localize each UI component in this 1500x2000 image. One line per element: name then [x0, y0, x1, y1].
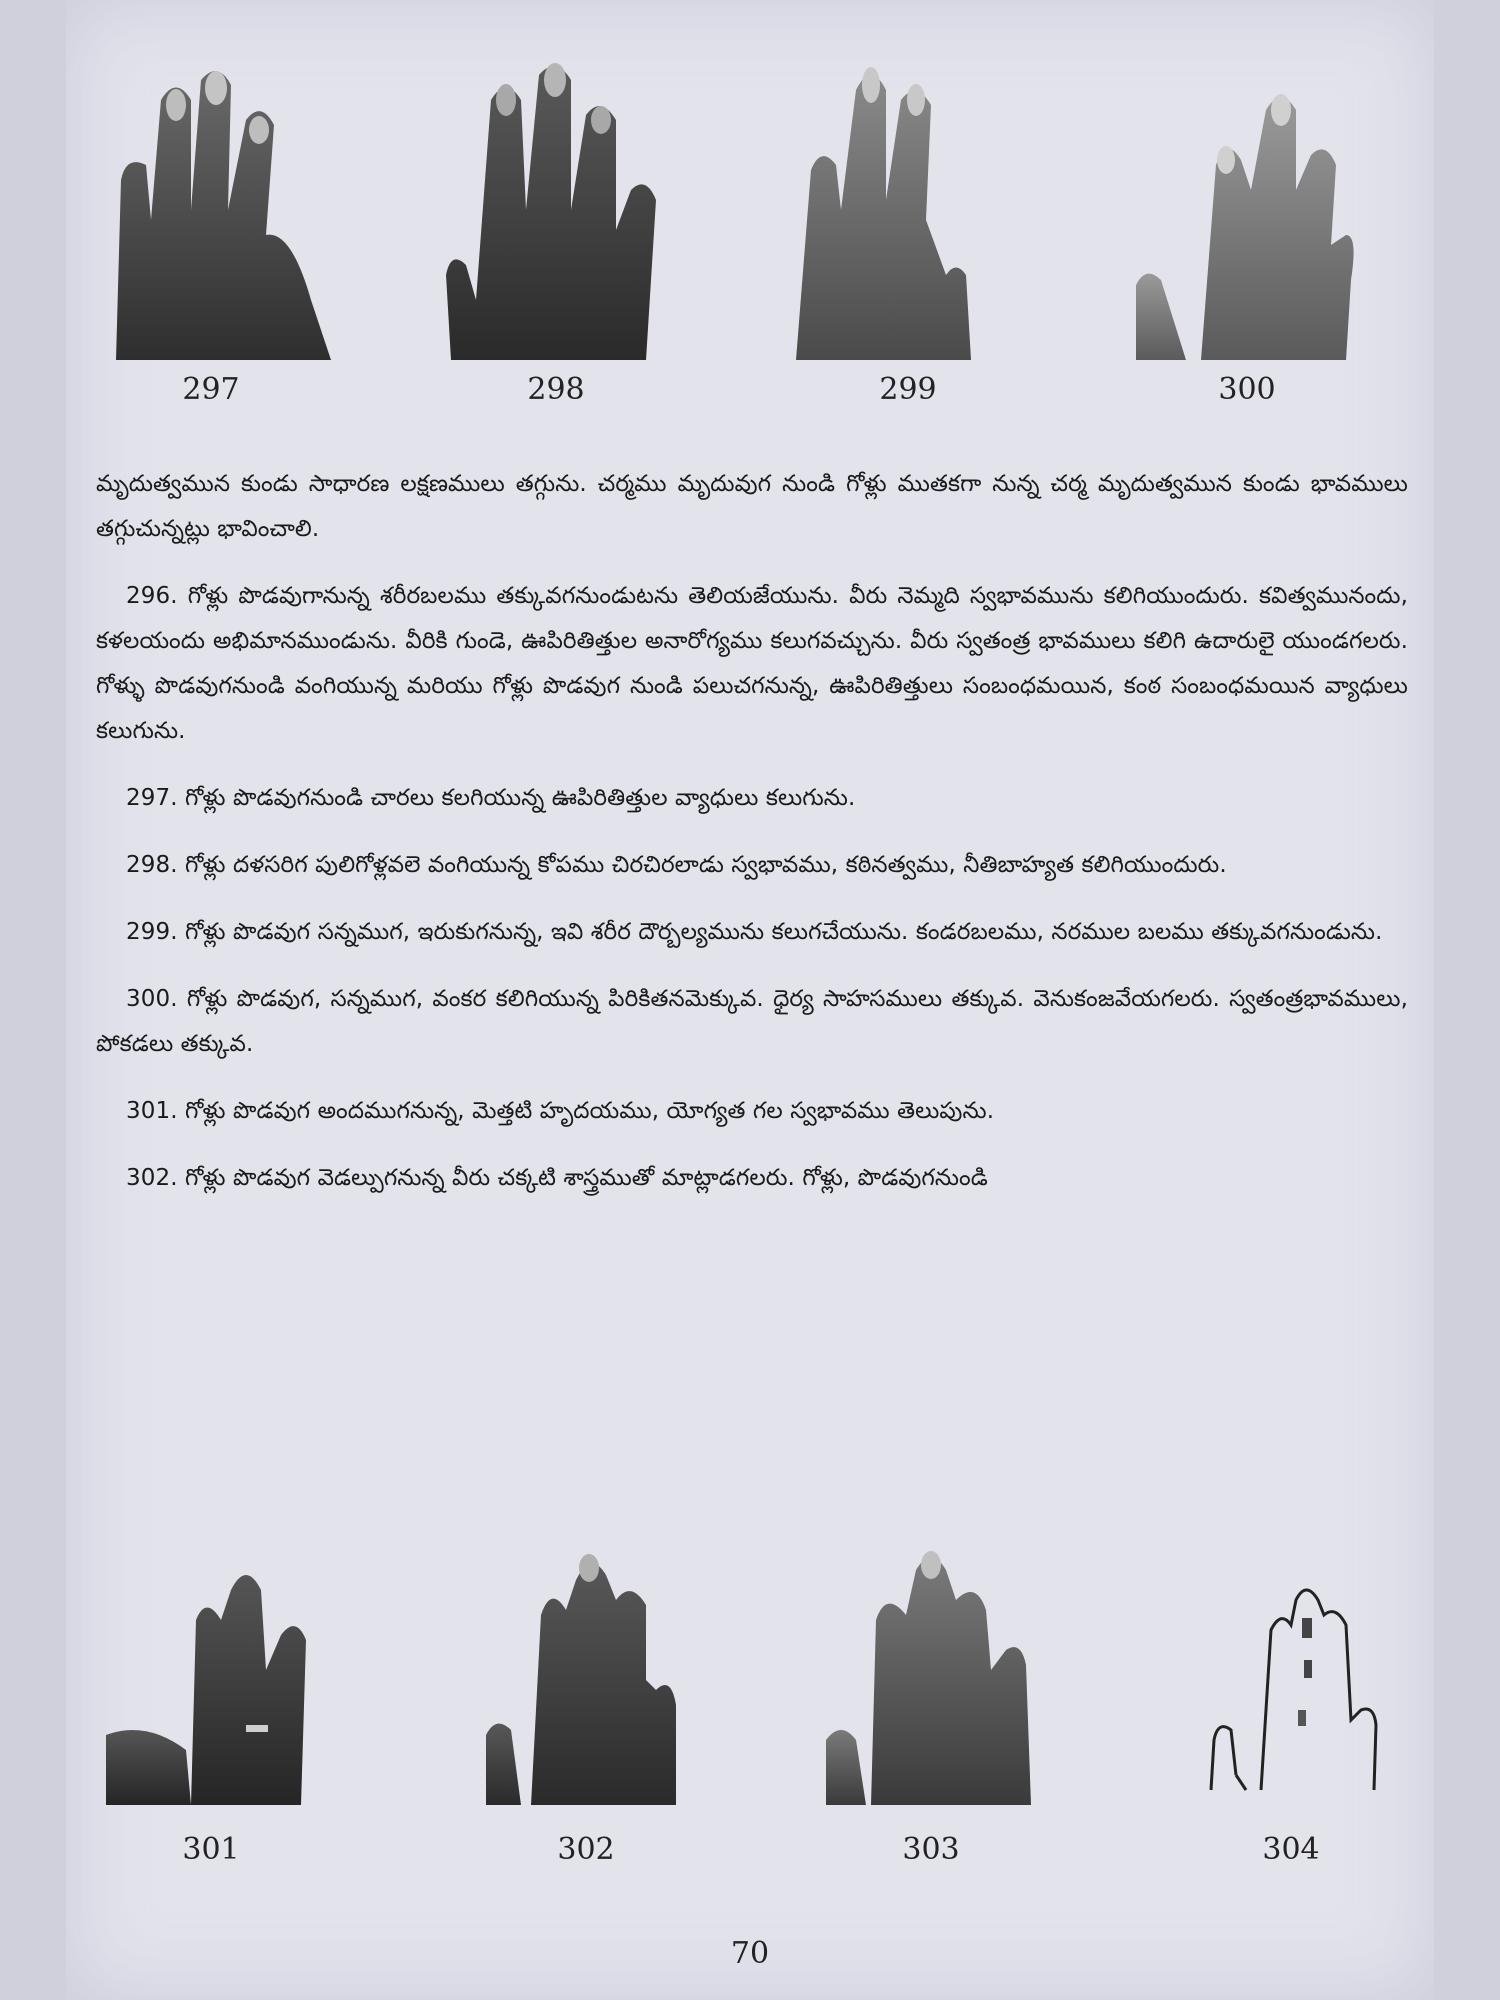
figure-number-300: 300	[1218, 372, 1276, 407]
paragraph-300: 300. గోళ్లు పొడవుగ, సన్నముగ, వంకర కలిగియున్న పిరికితనమెక్కువ. ధైర్య సాహసములు తక్కువ. వెనుకంజవేయగలరు. స్వతంత్రభావములు, పోకడలు తక్కువ.	[96, 986, 1408, 1057]
hand-photo-298	[431, 60, 681, 360]
page-number: 70	[730, 1936, 770, 1971]
paragraph-301: 301. గోళ్లు పొడవుగ అందముగనున్న, మెత్తటి హృదయము, యోగ్యత గల స్వభావము తెలుపును.	[126, 1098, 995, 1124]
paragraph-297: 297. గోళ్లు పొడవుగనుండి చారలు కలగియున్న ఊపిరితిత్తుల వ్యాధులు కలుగును.	[126, 785, 856, 811]
hand-photo-302	[476, 1540, 706, 1805]
figure-number-303: 303	[902, 1832, 960, 1867]
top-figure-row	[66, 50, 1434, 430]
figure-number-297: 297	[182, 372, 240, 407]
figure-number-304: 304	[1262, 1832, 1320, 1867]
figure-number-301: 301	[182, 1832, 240, 1867]
bottom-figure-row	[66, 1540, 1434, 1880]
hand-drawing-304	[1206, 1560, 1386, 1800]
figure-number-302: 302	[557, 1832, 615, 1867]
paragraph-302: 302. గోళ్లు పొడవుగ వెడల్పుగనున్న వీరు చక్కటి శాస్త్రముతో మాట్లాడగలరు. గోళ్లు, పొడవుగనుండి	[126, 1165, 988, 1191]
book-page	[66, 0, 1434, 2000]
hand-photo-301	[106, 1550, 336, 1805]
paragraph-299: 299. గోళ్లు పొడవుగ సన్నముగ, ఇరుకుగనున్న, ఇవి శరీర దౌర్బల్యమును కలుగచేయును. కండరబలము, నరముల బలము తక్కువగనుండును.	[126, 919, 1383, 945]
paragraph-296: 296. గోళ్లు పొడవుగానున్న శరీరబలము తక్కువగనుండుటను తెలియజేయును. వీరు నెమ్మది స్వభావమును కలిగియుందురు. కవిత్వమునందు, కళలయందు అభిమానముండును. వీరికి గుండె, ఊపిరితిత్తుల అనారోగ్యము కలుగవచ్చును. వీరు స్వతంత్ర భావములు కలిగి ఉదారులై యుండగలరు. గోళ్ళు పొడవుగనుండి వంగియున్న మరియు గోళ్లు పొడవుగ నుండి పలుచగనున్న, ఊపిరితిత్తులు సంబంధమయిన, కంఠ సంబంధమయిన వ్యాధులు కలుగును.	[96, 583, 1408, 744]
hand-photo-300	[1126, 60, 1366, 360]
paragraph-298: 298. గోళ్లు దళసరిగ పులిగోళ్లవలె వంగియున్న కోపము చిరచిరలాడు స్వభావము, కఠినత్వము, నీతిబాహ్యత కలిగియుందురు.	[126, 852, 1227, 878]
hand-photo-299	[786, 60, 1036, 360]
text-body	[96, 462, 1408, 1223]
figure-number-298: 298	[527, 372, 585, 407]
hand-photo-303	[826, 1540, 1056, 1805]
hand-photo-297	[106, 60, 336, 360]
figure-number-299: 299	[879, 372, 937, 407]
paragraph-continuation: మృదుత్వమున కుండు సాధారణ లక్షణములు తగ్గును. చర్మము మృదువుగ నుండి గోళ్లు ముతకగా నున్న చర్మ మృదుత్వమున కుండు భావములు తగ్గుచున్నట్లు భావించాలి.	[96, 471, 1408, 542]
